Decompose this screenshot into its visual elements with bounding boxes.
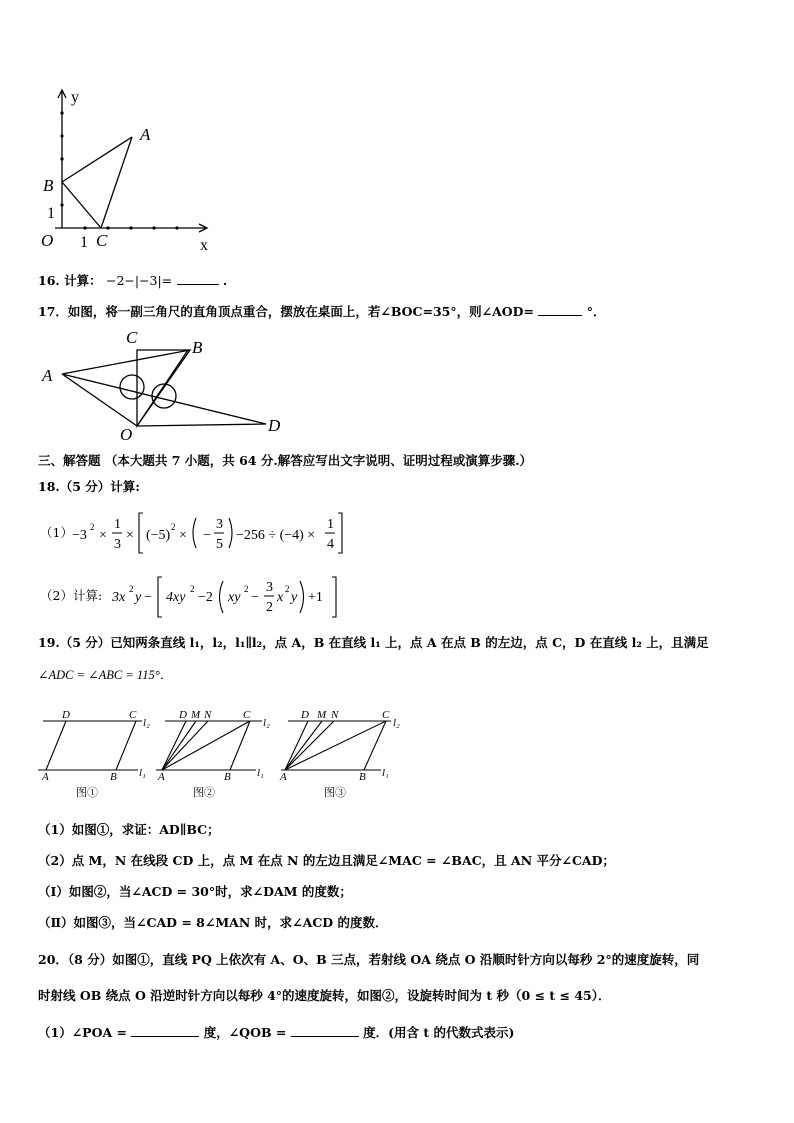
svg-text:C: C <box>243 709 251 721</box>
svg-text:4xy: 4xy <box>166 590 186 605</box>
q19-line2: ∠ADC = ∠ABC = 115°． <box>38 668 173 682</box>
svg-text:3x: 3x <box>112 590 126 605</box>
x-unit-label: 1 <box>80 234 88 251</box>
q18-part2-label: （2）计算: <box>40 588 103 603</box>
point-b-label: B <box>43 176 54 195</box>
point-d-label: D <box>268 416 281 435</box>
q17-answer-blank[interactable] <box>538 315 582 316</box>
svg-text:3: 3 <box>266 580 273 595</box>
svg-text:5: 5 <box>216 537 223 552</box>
point-a-label: A <box>42 366 53 385</box>
q16-answer-blank[interactable] <box>177 284 219 285</box>
section-3-heading: 三、解答题 （本大题共 7 小题，共 64 分.解答应写出文字说明、证明过程或演算步骤.） <box>38 453 533 468</box>
svg-text:+1: +1 <box>308 590 323 605</box>
q16-end: . <box>222 273 228 288</box>
ruler-hole-1 <box>120 375 144 399</box>
point-c-label: C <box>126 328 138 347</box>
segment-ac <box>101 137 132 228</box>
q16-label: 16. 计算： <box>38 273 102 288</box>
q18-part2-formula <box>110 573 350 621</box>
q20-sub1-a: （1）∠POA = <box>38 1025 127 1040</box>
svg-text:y: y <box>291 590 298 605</box>
x-axis-label: x <box>200 237 208 254</box>
q18-part1-formula <box>70 508 345 558</box>
svg-text:B: B <box>224 771 231 783</box>
q19-line1: 19.（5 分）已知两条直线 l₁，l₂，l₁∥l₂，点 A，B 在直线 l₁ 上，点 A 在点 B 的左边，点 C，D 在直线 l₂ 上，且满足 <box>38 635 709 650</box>
point-o-label: O <box>120 425 133 444</box>
svg-text:−: − <box>203 528 211 543</box>
svg-text:M: M <box>317 709 327 721</box>
svg-text:×: × <box>99 528 107 543</box>
svg-text:−2: −2 <box>198 590 213 605</box>
q16-expr: −2−|−3|= <box>105 273 173 288</box>
q18-part1-label: （1） <box>40 525 73 540</box>
segment-ba <box>62 137 132 182</box>
question-16 <box>38 272 227 290</box>
q19-figures <box>38 702 408 802</box>
q17-text: 17．如图，将一副三角尺的直角顶点重合，摆放在桌面上，若∠BOC=35°，则∠AOD= <box>38 304 534 319</box>
segment-bc <box>62 182 101 228</box>
q19-sub2: （2）点 M，N 在线段 CD 上，点 M 在点 N 的左边且满足∠MAC = ∠BAC，且 AN 平分∠CAD； <box>38 853 615 868</box>
svg-text:A: A <box>158 771 165 783</box>
svg-text:l₁: l₁ <box>257 767 264 779</box>
svg-text:3: 3 <box>114 537 121 552</box>
svg-text:2: 2 <box>266 600 273 615</box>
svg-text:−3: −3 <box>72 528 87 543</box>
svg-text:2: 2 <box>244 584 249 594</box>
svg-text:1: 1 <box>327 517 334 532</box>
q20-line1: 20．（8 分）如图①，直线 PQ 上依次有 A、O、B 三点，若射线 OA 绕点 O 沿顺时针方向以每秒 2°的速度旋转，同 <box>38 952 700 967</box>
svg-text:xy: xy <box>228 590 241 605</box>
svg-text:C: C <box>382 709 390 721</box>
q18-title: 18.（5 分）计算: <box>38 479 140 494</box>
svg-text:D: D <box>179 709 187 721</box>
svg-text:N: N <box>331 709 339 721</box>
q20-qob-blank[interactable] <box>291 1036 359 1037</box>
q20-sub1-b: 度，∠QOB = <box>203 1025 287 1040</box>
svg-text:l₂: l₂ <box>393 717 400 729</box>
q19-sub3: （Ⅰ）如图②，当∠ACD = 30°时，求∠DAM 的度数； <box>38 884 352 899</box>
q20-sub1 <box>38 1024 514 1042</box>
svg-text:3: 3 <box>216 517 223 532</box>
svg-text:D: D <box>301 709 309 721</box>
y-axis-label: y <box>71 89 79 106</box>
q20-poa-blank[interactable] <box>131 1036 199 1037</box>
coordinate-figure <box>35 80 220 260</box>
origin-label: O <box>41 231 54 250</box>
q20-line2: 时射线 OB 绕点 O 沿逆时针方向以每秒 4°的速度旋转，如图②，设旋转时间为 t 秒（0 ≤ t ≤ 45）． <box>38 988 611 1003</box>
svg-text:(−5): (−5) <box>146 528 171 543</box>
q20-sub1-c: 度．(用含 t 的代数式表示) <box>363 1025 515 1040</box>
fig1-caption: 图① <box>76 787 98 799</box>
svg-text:l₁: l₁ <box>382 767 389 779</box>
fig2-caption: 图② <box>193 787 215 799</box>
svg-text:2: 2 <box>171 522 176 532</box>
svg-text:2: 2 <box>90 522 95 532</box>
svg-text:−256 ÷ (−4) ×: −256 ÷ (−4) × <box>236 528 316 543</box>
q17-end: °． <box>586 304 606 319</box>
q19-sub4: （Ⅱ）如图③，当∠CAD = 8∠MAN 时，求∠ACD 的度数． <box>38 915 388 930</box>
svg-text:B: B <box>359 771 366 783</box>
point-a-label: A <box>140 125 151 144</box>
y-unit-label: 1 <box>47 205 55 222</box>
fig3-caption: 图③ <box>324 787 346 799</box>
svg-text:N: N <box>204 709 212 721</box>
svg-text:−: − <box>144 590 152 605</box>
svg-text:D: D <box>62 709 70 721</box>
svg-text:y: y <box>135 590 142 605</box>
svg-text:×: × <box>179 528 187 543</box>
svg-text:1: 1 <box>114 517 121 532</box>
svg-text:2: 2 <box>129 584 134 594</box>
svg-text:M: M <box>191 709 201 721</box>
svg-text:2: 2 <box>190 584 195 594</box>
svg-text:A: A <box>280 771 287 783</box>
svg-text:l₁: l₁ <box>139 767 146 779</box>
triangle-ruler-large <box>62 374 266 426</box>
svg-text:l₂: l₂ <box>143 717 150 729</box>
q19-sub1: （1）如图①，求证：AD∥BC； <box>38 822 220 837</box>
question-17 <box>38 303 605 321</box>
svg-text:B: B <box>110 771 117 783</box>
svg-text:−: − <box>251 590 259 605</box>
svg-text:x: x <box>277 590 284 605</box>
svg-text:×: × <box>126 528 134 543</box>
svg-text:C: C <box>129 709 137 721</box>
svg-text:4: 4 <box>327 537 334 552</box>
svg-text:2: 2 <box>285 584 290 594</box>
triangle-ruler-figure <box>38 325 298 445</box>
svg-text:l₂: l₂ <box>263 717 270 729</box>
svg-text:A: A <box>42 771 49 783</box>
point-c-label: C <box>96 231 108 250</box>
point-b-label: B <box>192 338 203 357</box>
